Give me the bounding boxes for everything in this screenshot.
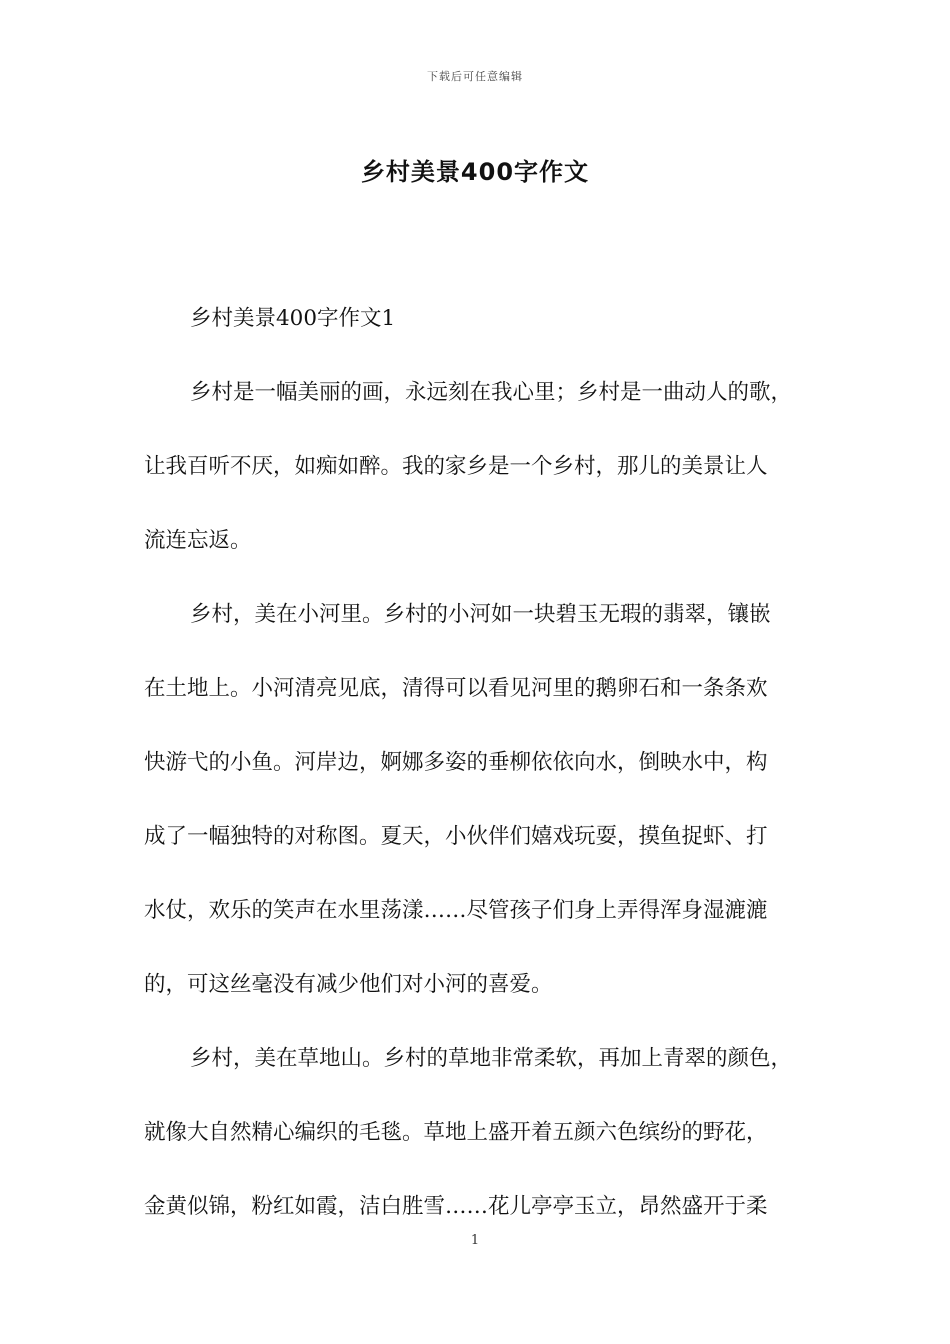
text-line: 让我百听不厌，如痴如醉。我的家乡是一个乡村，那儿的美景让人 <box>144 454 768 479</box>
page-number: 1 <box>470 1233 480 1248</box>
text-line: 在土地上。小河清亮见底，清得可以看见河里的鹅卵石和一条条欢 <box>144 676 768 701</box>
text-line: 快游弋的小鱼。河岸边，婀娜多姿的垂柳依依向水，倒映水中，构 <box>144 750 768 775</box>
document-body <box>144 282 806 1244</box>
document-title: 乡村美景400字作文 <box>360 158 590 186</box>
text-line: 乡村，美在草地山。乡村的草地非常柔软，再加上青翠的颜色， <box>190 1046 793 1071</box>
text-line: 成了一幅独特的对称图。夏天，小伙伴们嬉戏玩耍，摸鱼捉虾、打 <box>144 824 768 849</box>
text-line: 流连忘返。 <box>144 528 252 553</box>
text-line: 就像大自然精心编织的毛毯。草地上盛开着五颜六色缤纷的野花， <box>144 1120 768 1145</box>
text-line: 金黄似锦，粉红如霞，洁白胜雪……花儿亭亭玉立，昂然盛开于柔 <box>144 1194 768 1219</box>
header-note: 下载后可任意编辑 <box>427 70 523 83</box>
text-line: 水仗，欢乐的笑声在水里荡漾……尽管孩子们身上弄得浑身湿漉漉 <box>144 898 768 923</box>
text-line: 乡村是一幅美丽的画，永远刻在我心里；乡村是一曲动人的歌， <box>190 380 793 405</box>
text-line: 乡村美景400字作文1 <box>190 306 396 331</box>
text-line: 乡村，美在小河里。乡村的小河如一块碧玉无瑕的翡翠，镶嵌 <box>190 602 771 627</box>
text-line: 的，可这丝毫没有减少他们对小河的喜爱。 <box>144 972 553 997</box>
